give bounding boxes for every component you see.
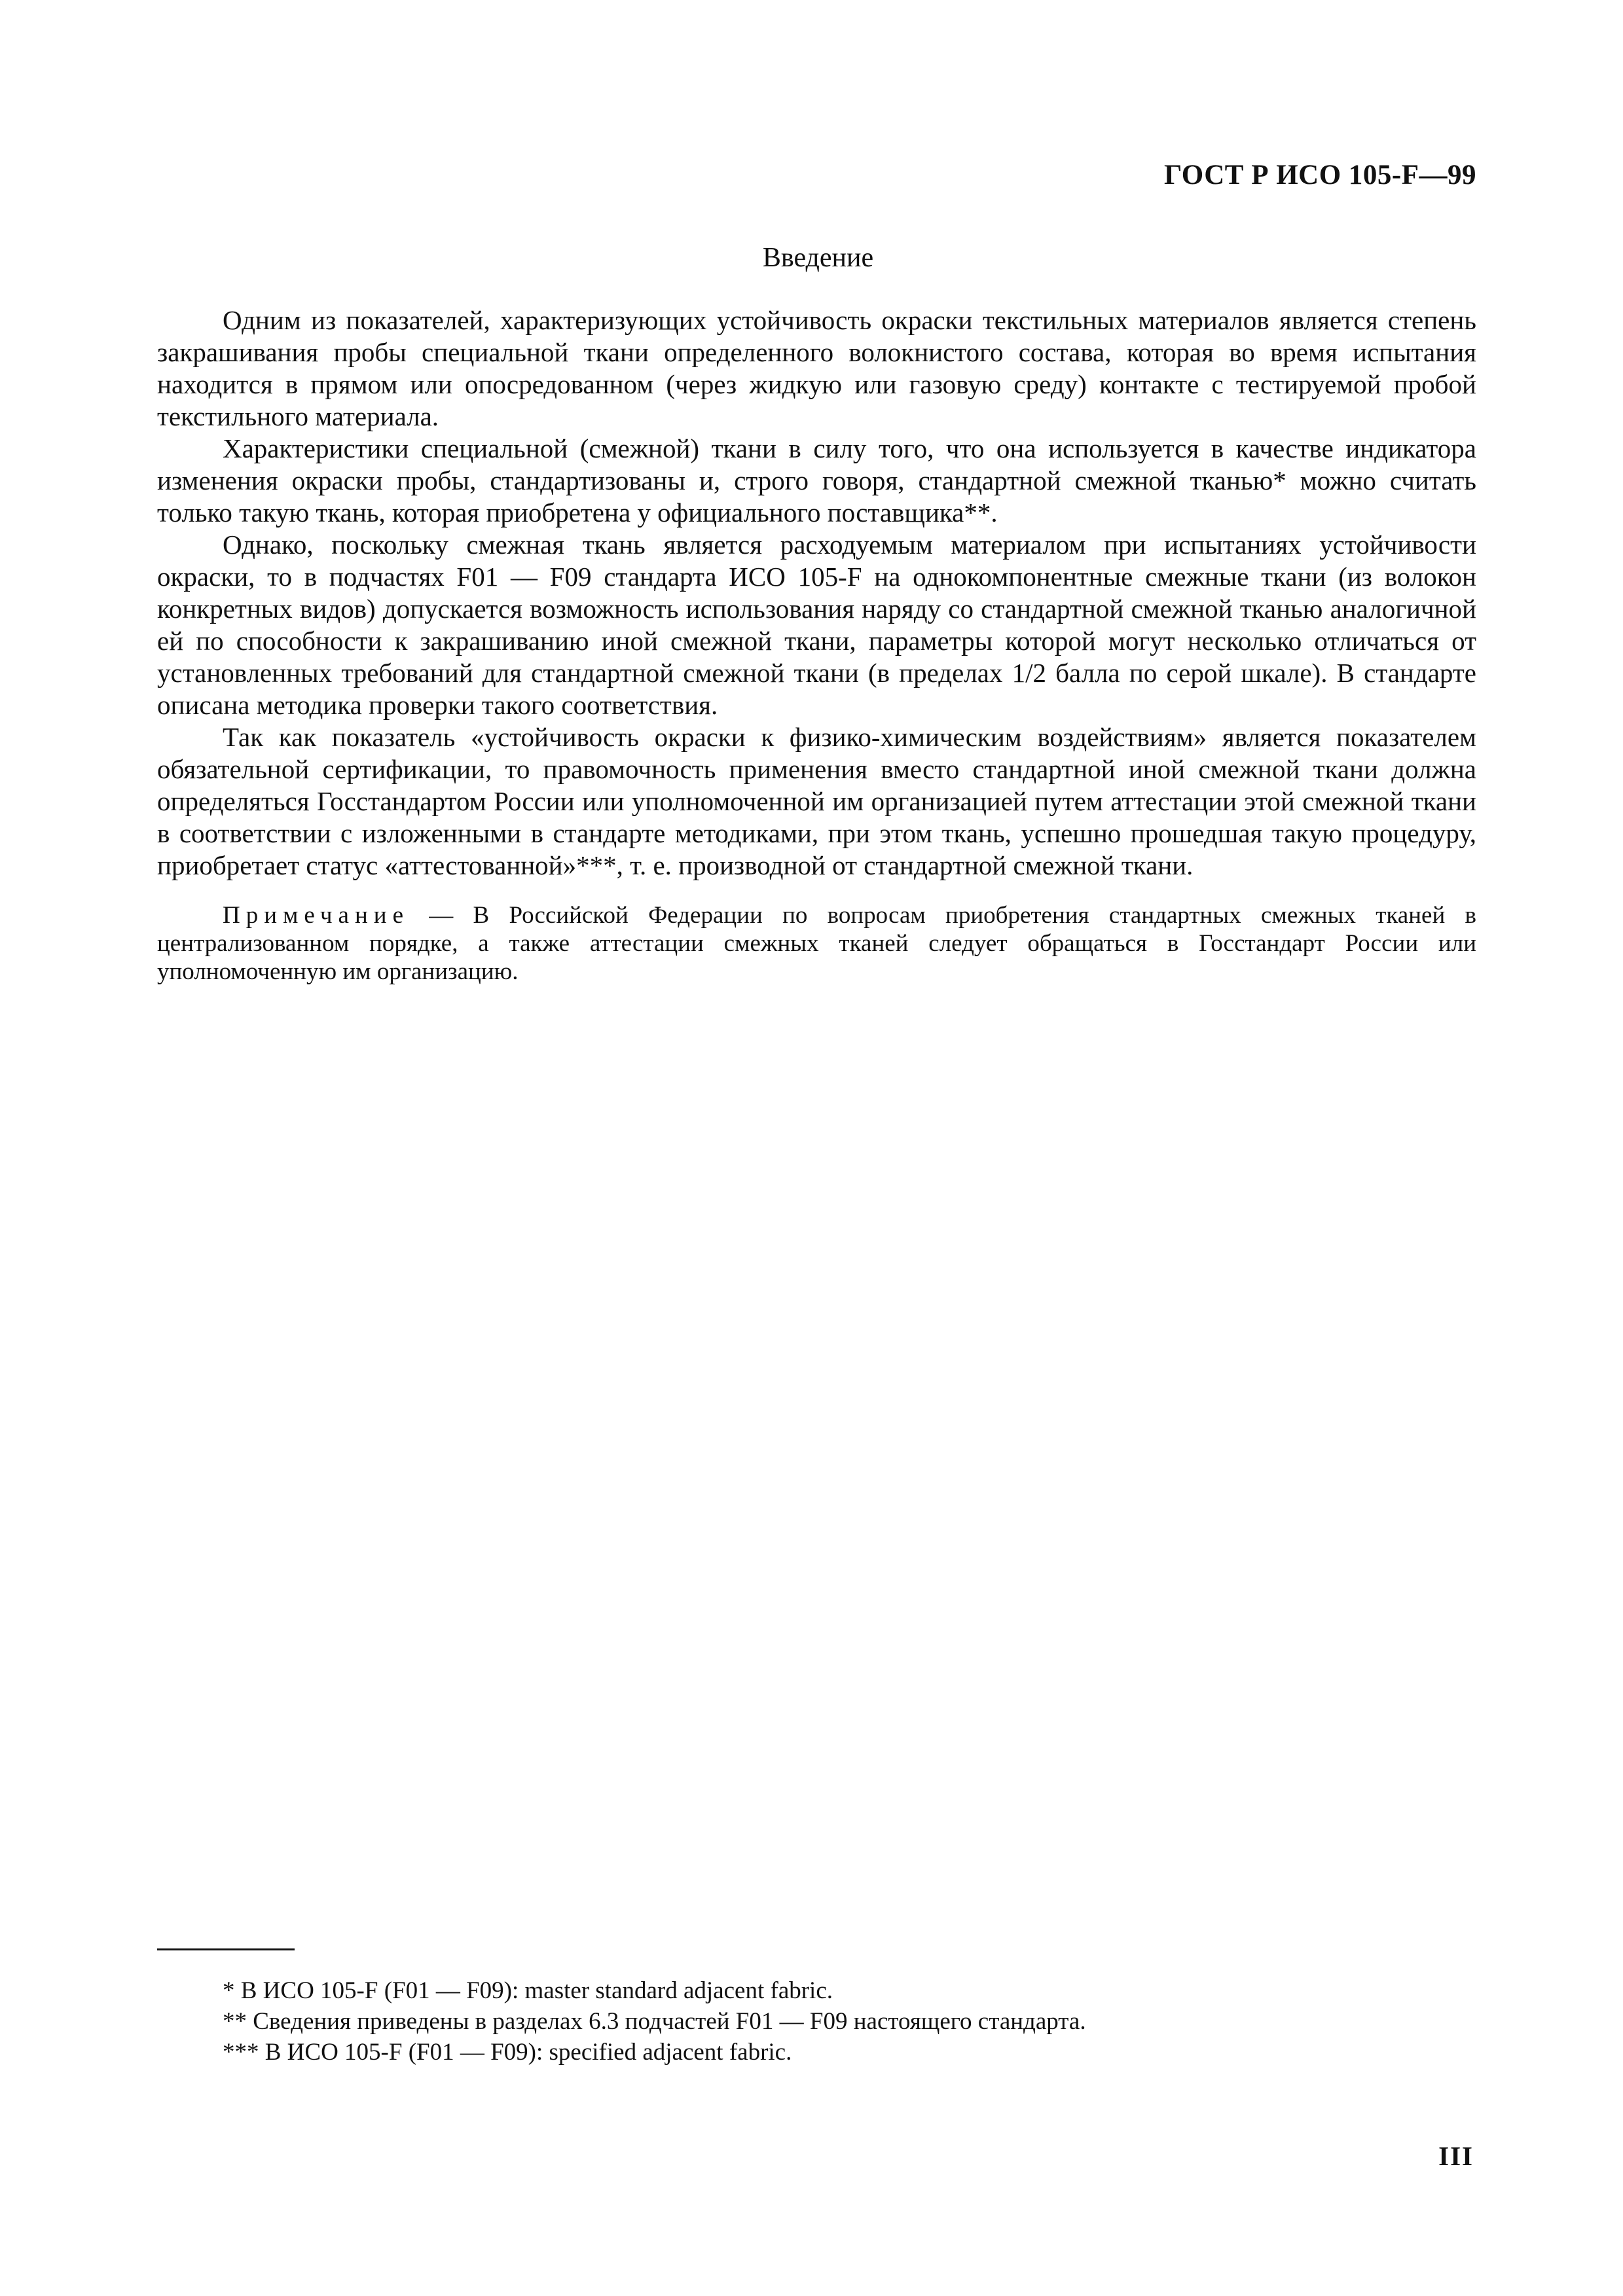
footnote-3: *** В ИСО 105-F (F01 — F09): specified adjacent fabric. (223, 2039, 792, 2066)
body-text (157, 304, 1476, 986)
page-number: III (1438, 2141, 1474, 2171)
paragraph-2: Характеристики специальной (смежной) ткани в силу того, что она используется в качестве индикатора изменения окраски пробы, стандартизованы и, строго говоря, стандартной смежной тканью* можно считать только такую ткань, которая приобретена у официального поставщика**. (157, 433, 1476, 528)
section-title: Введение (762, 243, 874, 273)
paragraph-4: Так как показатель «устойчивость окраски к физико-химическим воздействиям» является показателем обязательной сертификации, то правомочность применения вместо стандартной иной смежной ткани должна определяться Госстандартом России или уполномоченной им организацией путем аттестации этой смежной ткани в соответствии с изложенными в стандарте методиками, при этом ткань, успешно прошедшая такую процедуру, приобретает статус «аттестованной»***, т. е. производной от стандартной смежной ткани. (157, 722, 1476, 880)
paragraph-1: Одним из показателей, характеризующих устойчивость окраски текстильных материалов является степень закрашивания пробы специальной ткани определенного волокнистого состава, которая во время испытания находится в прямом или опосредованном (через жидкую или газовую среду) контакте с тестируемой пробой текстильного материала. (157, 305, 1476, 431)
note-text: — В Российской Федерации по вопросам приобретения стандартных смежных тканей в централизованном порядке, а также аттестации смежных тканей следует обращаться в Госстандарт России или уполномоченную им организацию. (157, 902, 1476, 985)
note (157, 901, 1476, 986)
footnote-separator (157, 1948, 295, 1950)
document-code: ГОСТ Р ИСО 105-F—99 (1163, 160, 1476, 190)
note-label: Примечание (223, 902, 409, 929)
footnotes (223, 1975, 1467, 2068)
paragraph-3: Однако, поскольку смежная ткань является расходуемым материалом при испытаниях устойчивости окраски, то в подчастях F01 — F09 стандарта ИСО 105-F на однокомпонентные смежные ткани (из волокон конкретных видов) допускается возможность использования наряду со стандартной смежной тканью аналогичной ей по способности к закрашиванию иной смежной ткани, параметры которой могут несколько отличаться от установленных требований для стандартной смежной ткани (в пределах 1/2 балла по серой шкале). В стандарте описана методика проверки такого соответствия. (157, 529, 1476, 720)
footnote-1: * В ИСО 105-F (F01 — F09): master standard adjacent fabric. (223, 1977, 833, 2004)
footnote-2: ** Сведения приведены в разделах 6.3 подчастей F01 — F09 настоящего стандарта. (223, 2008, 1086, 2035)
